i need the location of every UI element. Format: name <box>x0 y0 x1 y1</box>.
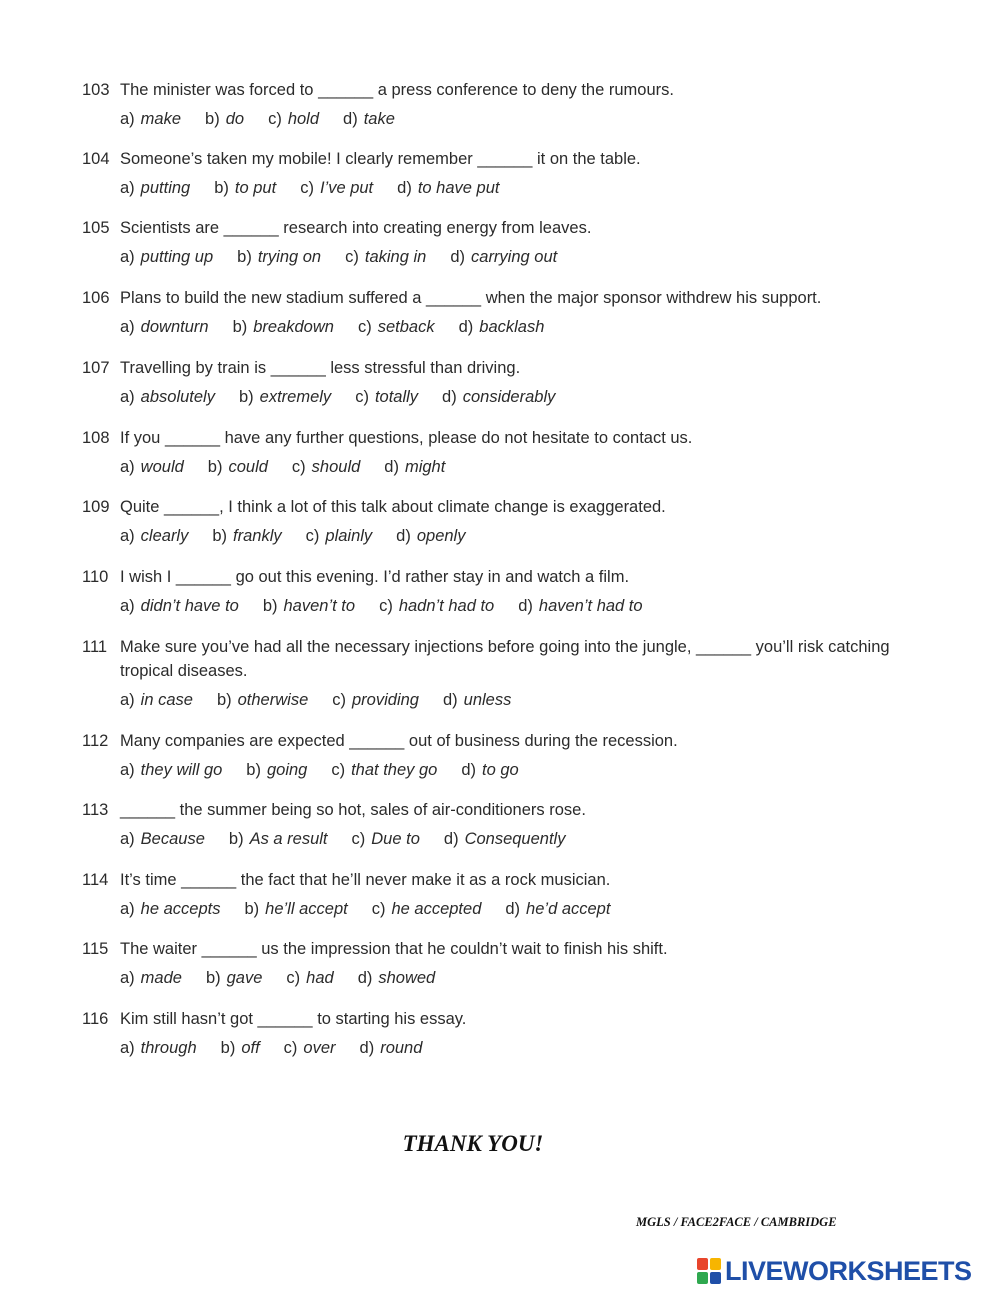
answer-option[interactable] <box>120 758 222 782</box>
option-letter: c) <box>291 458 306 476</box>
answer-option[interactable] <box>120 107 181 131</box>
answer-option[interactable] <box>444 827 566 851</box>
question-text: I wish I ______ go out this evening. I’d rather stay in and watch a film. <box>120 568 630 586</box>
question-text: The waiter ______ us the impression that he couldn’t wait to finish his shift. <box>120 940 668 958</box>
question-text: ______ the summer being so hot, sales of air-conditioners rose. <box>120 801 586 819</box>
option-letter: a) <box>120 900 135 918</box>
option-text: absolutely <box>140 388 215 406</box>
question-text: Kim still hasn’t got ______ to starting his essay. <box>120 1010 467 1028</box>
answer-option[interactable] <box>292 455 360 479</box>
answer-option[interactable] <box>331 758 437 782</box>
answer-option[interactable] <box>120 315 209 339</box>
answer-options <box>120 688 912 712</box>
option-text: frankly <box>233 527 282 545</box>
answer-option[interactable] <box>120 524 188 548</box>
answer-option[interactable] <box>360 1036 423 1060</box>
option-text: downturn <box>140 318 209 336</box>
answer-option[interactable] <box>120 594 239 618</box>
question-item <box>82 937 912 990</box>
option-text: Due to <box>371 830 420 848</box>
option-letter: a) <box>120 458 135 476</box>
option-letter: d) <box>396 527 411 545</box>
answer-option[interactable] <box>397 176 499 200</box>
question-item <box>82 1007 912 1060</box>
option-text: plainly <box>325 527 373 545</box>
option-text: setback <box>377 318 435 336</box>
answer-options <box>120 107 912 131</box>
option-letter: d) <box>343 110 358 128</box>
answer-option[interactable] <box>300 176 373 200</box>
option-text: unless <box>463 691 512 709</box>
answer-option[interactable] <box>263 594 355 618</box>
option-text: to have put <box>417 179 500 197</box>
option-text: off <box>241 1039 260 1057</box>
option-letter: a) <box>120 761 135 779</box>
option-text: otherwise <box>237 691 309 709</box>
question-item <box>82 356 912 409</box>
option-text: they will go <box>140 761 223 779</box>
source-credit: MGLS / FACE2FACE / CAMBRIDGE <box>636 1215 837 1229</box>
answer-option[interactable] <box>443 688 511 712</box>
option-letter: c) <box>283 1039 298 1057</box>
question-text: The minister was forced to ______ a press conference to deny the rumours. <box>120 81 674 99</box>
option-text: could <box>228 458 268 476</box>
option-letter: c) <box>332 691 346 709</box>
option-letter: c) <box>300 179 314 197</box>
option-letter: a) <box>120 179 135 197</box>
question-text: Someone’s taken my mobile! I clearly remember ______ it on the table. <box>120 150 641 168</box>
answer-option[interactable] <box>268 107 319 131</box>
option-letter: a) <box>120 830 135 848</box>
option-text: didn’t have to <box>140 597 239 615</box>
answer-option[interactable] <box>246 758 307 782</box>
option-text: to put <box>234 179 277 197</box>
option-letter: d) <box>357 969 373 987</box>
question-item <box>82 426 912 479</box>
question-number: 115 <box>82 940 109 958</box>
answer-option[interactable] <box>229 827 328 851</box>
question-item <box>82 147 912 200</box>
question-number: 108 <box>82 429 110 447</box>
option-letter: d) <box>450 248 466 266</box>
question-item <box>82 868 912 921</box>
option-letter: c) <box>357 318 372 336</box>
closing-text: THANK YOU! <box>402 1131 544 1156</box>
option-text: to go <box>482 761 519 779</box>
question-number: 105 <box>82 219 110 237</box>
question-item <box>82 286 912 339</box>
option-letter: a) <box>120 110 135 128</box>
option-letter: b) <box>244 900 260 918</box>
answer-option[interactable] <box>217 688 308 712</box>
answer-option[interactable] <box>372 897 482 921</box>
option-letter: d) <box>518 597 533 615</box>
answer-option[interactable] <box>120 897 220 921</box>
answer-option[interactable] <box>237 245 321 269</box>
question-text: It’s time ______ the fact that he’ll never make it as a rock musician. <box>120 871 611 889</box>
option-letter: a) <box>120 691 135 709</box>
answer-options <box>120 245 912 269</box>
question-number: 106 <box>82 289 110 307</box>
option-text: through <box>140 1039 197 1057</box>
option-text: haven’t had to <box>538 597 643 615</box>
answer-options <box>120 966 912 990</box>
option-letter: d) <box>397 179 412 197</box>
question-item <box>82 635 912 712</box>
answer-options <box>120 385 912 409</box>
question-number: 110 <box>82 568 109 586</box>
option-text: he accepts <box>140 900 221 918</box>
answer-option[interactable] <box>244 897 347 921</box>
option-text: would <box>140 458 184 476</box>
answer-option[interactable] <box>120 966 182 990</box>
option-text: I’ve put <box>319 179 374 197</box>
option-letter: d) <box>461 761 476 779</box>
option-text: taking in <box>364 248 427 266</box>
option-text: might <box>404 458 446 476</box>
answer-option[interactable] <box>332 688 419 712</box>
answer-options <box>120 827 912 851</box>
option-text: As a result <box>249 830 328 848</box>
option-letter: a) <box>120 318 135 336</box>
option-text: putting <box>140 179 191 197</box>
option-letter: b) <box>205 110 220 128</box>
option-text: showed <box>378 969 436 987</box>
answer-option[interactable] <box>284 1036 336 1060</box>
question-number: 103 <box>82 81 110 99</box>
answer-options <box>120 758 912 782</box>
option-text: that they go <box>351 761 438 779</box>
option-text: gave <box>226 969 263 987</box>
option-letter: d) <box>442 691 458 709</box>
question-number: 109 <box>82 498 110 516</box>
option-letter: b) <box>212 527 228 545</box>
answer-option[interactable] <box>358 315 435 339</box>
option-text: he accepted <box>391 900 482 918</box>
option-text: carrying out <box>471 248 558 266</box>
answer-option[interactable] <box>461 758 518 782</box>
option-letter: b) <box>214 179 229 197</box>
answer-option[interactable] <box>355 385 418 409</box>
option-text: backlash <box>479 318 545 336</box>
question-number: 116 <box>82 1010 109 1028</box>
option-text: putting up <box>140 248 214 266</box>
option-letter: d) <box>458 318 474 336</box>
option-letter: b) <box>232 318 248 336</box>
option-letter: b) <box>220 1039 236 1057</box>
answer-options <box>120 176 912 200</box>
answer-option[interactable] <box>120 1036 197 1060</box>
question-text: Plans to build the new stadium suffered a ______ when the major sponsor withdrew his support. <box>120 289 822 307</box>
option-letter: d) <box>443 830 459 848</box>
answer-option[interactable] <box>120 688 193 712</box>
question-number: 112 <box>82 732 109 750</box>
answer-option[interactable] <box>358 966 436 990</box>
option-text: do <box>225 110 245 128</box>
brand-name: LIVEWORKSHEETS <box>725 1255 972 1286</box>
option-text: extremely <box>259 388 332 406</box>
answer-options <box>120 315 912 339</box>
answer-option[interactable] <box>120 385 215 409</box>
option-letter: b) <box>262 597 278 615</box>
option-text: providing <box>352 691 419 709</box>
option-text: Consequently <box>464 830 566 848</box>
question-number: 107 <box>82 359 110 377</box>
option-text: in case <box>140 691 193 709</box>
question-item <box>82 565 912 618</box>
option-letter: b) <box>238 388 254 406</box>
option-letter: b) <box>246 761 261 779</box>
option-text: he’d accept <box>526 900 611 918</box>
question-text: If you ______ have any further questions, please do not hesitate to contact us. <box>120 429 693 447</box>
option-text: haven’t to <box>283 597 356 615</box>
option-letter: c) <box>379 597 393 615</box>
option-letter: b) <box>216 691 232 709</box>
option-letter: a) <box>120 1039 135 1057</box>
option-letter: d) <box>384 458 399 476</box>
option-letter: c) <box>305 527 320 545</box>
answer-option[interactable] <box>233 315 334 339</box>
option-text: going <box>266 761 308 779</box>
answer-option[interactable] <box>505 897 610 921</box>
option-letter: a) <box>120 969 135 987</box>
answer-option[interactable] <box>352 827 420 851</box>
option-letter: c) <box>371 900 386 918</box>
answer-option[interactable] <box>206 966 262 990</box>
option-text: trying on <box>257 248 322 266</box>
answer-option[interactable] <box>442 385 555 409</box>
option-text: make <box>140 110 182 128</box>
option-letter: a) <box>120 388 135 406</box>
option-letter: c) <box>286 969 301 987</box>
option-text: over <box>303 1039 336 1057</box>
question-item <box>82 78 912 131</box>
answer-option[interactable] <box>459 315 545 339</box>
option-letter: b) <box>207 458 223 476</box>
question-text: Quite ______, I think a lot of this talk about climate change is exaggerated. <box>120 498 666 516</box>
question-item <box>82 798 912 851</box>
answer-option[interactable] <box>306 524 373 548</box>
option-letter: b) <box>205 969 221 987</box>
answer-options <box>120 524 912 548</box>
answer-option[interactable] <box>212 524 281 548</box>
option-text: hadn’t had to <box>398 597 495 615</box>
option-letter: c) <box>355 388 369 406</box>
option-text: clearly <box>140 527 189 545</box>
answer-option[interactable] <box>214 176 276 200</box>
question-number: 104 <box>82 150 110 168</box>
question-item <box>82 216 912 269</box>
option-letter: b) <box>228 830 244 848</box>
question-item <box>82 729 912 782</box>
option-letter: d) <box>505 900 521 918</box>
question-text: Travelling by train is ______ less stressful than driving. <box>120 359 521 377</box>
option-letter: d) <box>359 1039 375 1057</box>
option-letter: c) <box>345 248 359 266</box>
answer-option[interactable] <box>518 594 642 618</box>
question-text: Make sure you’ve had all the necessary injections before going into the jungle, ______ you’ll risk catching tropical diseases. <box>120 638 890 680</box>
option-text: considerably <box>462 388 556 406</box>
option-text: he’ll accept <box>265 900 348 918</box>
option-text: take <box>363 110 395 128</box>
question-text: Many companies are expected ______ out of business during the recession. <box>120 732 678 750</box>
option-letter: b) <box>237 248 252 266</box>
option-text: hold <box>287 110 320 128</box>
answer-option[interactable] <box>208 455 268 479</box>
answer-option[interactable] <box>221 1036 260 1060</box>
question-number: 113 <box>82 801 109 819</box>
option-letter: a) <box>120 597 135 615</box>
answer-option[interactable] <box>120 245 213 269</box>
option-text: openly <box>416 527 466 545</box>
answer-option[interactable] <box>239 385 331 409</box>
answer-option[interactable] <box>120 176 190 200</box>
answer-options <box>120 594 912 618</box>
answer-option[interactable] <box>379 594 494 618</box>
option-text: should <box>311 458 361 476</box>
question-number: 114 <box>82 871 109 889</box>
option-text: Because <box>140 830 205 848</box>
option-letter: c) <box>351 830 366 848</box>
option-text: round <box>380 1039 423 1057</box>
answer-option[interactable] <box>205 107 244 131</box>
liveworksheets-brand[interactable] <box>697 1256 972 1286</box>
question-text: Scientists are ______ research into creating energy from leaves. <box>120 219 592 237</box>
answer-option[interactable] <box>345 245 426 269</box>
option-text: made <box>140 969 182 987</box>
answer-option[interactable] <box>286 966 333 990</box>
option-text: had <box>306 969 334 987</box>
option-text: breakdown <box>253 318 334 336</box>
answer-option[interactable] <box>396 524 465 548</box>
option-letter: c) <box>331 761 346 779</box>
option-text: totally <box>374 388 419 406</box>
answer-option[interactable] <box>450 245 557 269</box>
option-letter: a) <box>120 248 135 266</box>
answer-options <box>120 1036 912 1060</box>
option-letter: a) <box>120 527 135 545</box>
answer-options <box>120 455 912 479</box>
question-number: 111 <box>82 638 108 656</box>
option-letter: c) <box>268 110 282 128</box>
option-letter: d) <box>442 388 457 406</box>
answer-options <box>120 897 912 921</box>
answer-option[interactable] <box>120 455 184 479</box>
answer-option[interactable] <box>343 107 395 131</box>
liveworksheets-logo-icon <box>697 1258 721 1284</box>
question-item <box>82 495 912 548</box>
answer-option[interactable] <box>384 455 445 479</box>
answer-option[interactable] <box>120 827 205 851</box>
